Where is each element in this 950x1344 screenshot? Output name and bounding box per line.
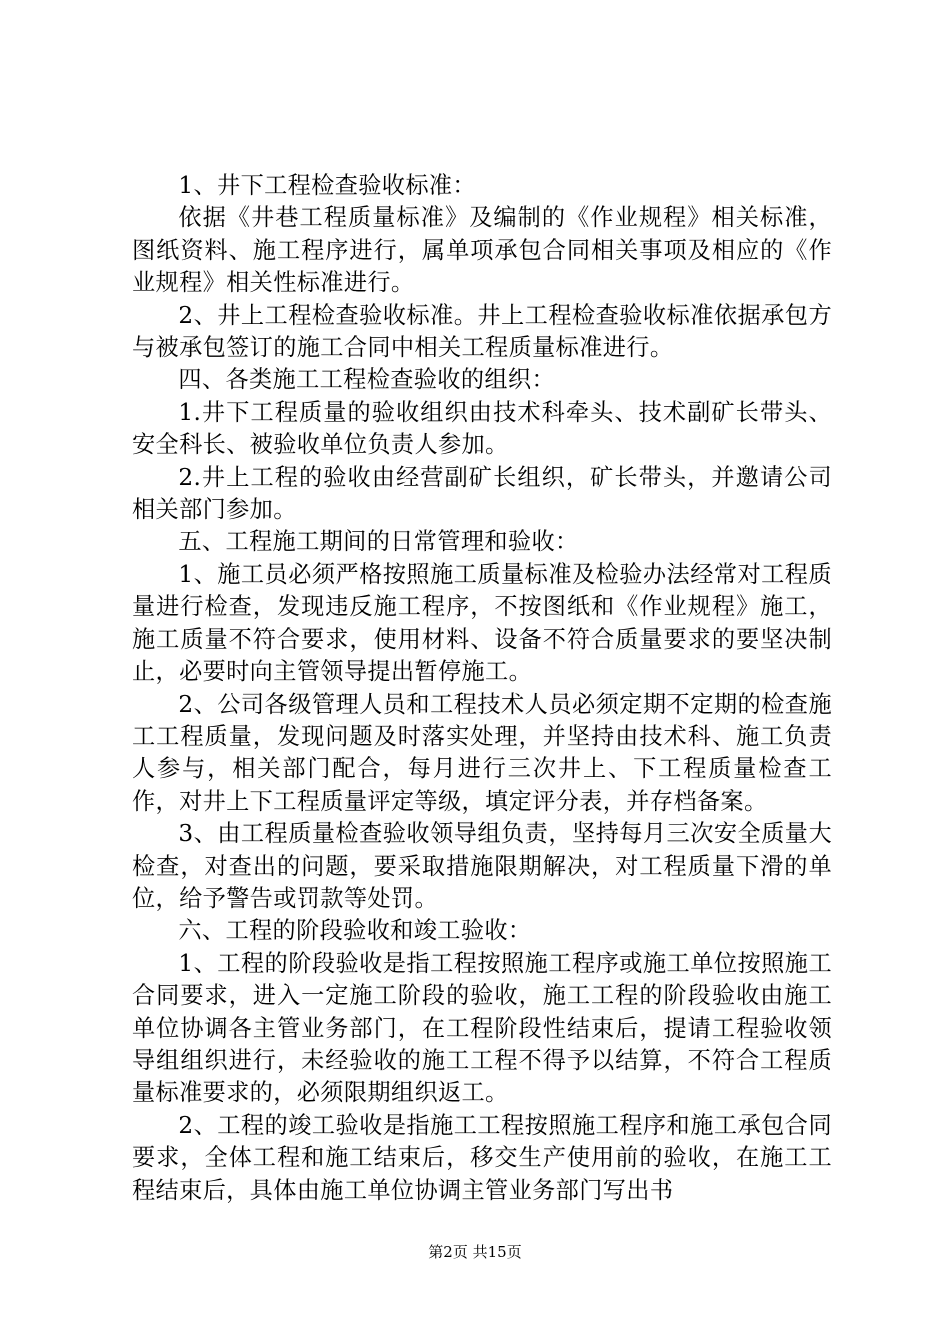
document-body [132, 170, 832, 1207]
paragraph: 2.井上工程的验收由经营副矿长组织，矿长带头，并邀请公司相关部门参加。 [132, 463, 832, 524]
section-heading: 五、工程施工期间的日常管理和验收： [178, 528, 579, 556]
paragraph: 2、工程的竣工验收是指施工工程按照施工程序和施工承包合同要求，全体工程和施工结束后，移交生产使用前的验收，在施工工程结束后，具体由施工单位协调主管业务部门写出书 [132, 1111, 832, 1204]
paragraph: 1、井下工程检查验收标准： [178, 172, 476, 199]
section-heading: 四、各类施工工程检查验收的组织： [178, 366, 555, 394]
section-heading: 六、工程的阶段验收和竣工验收： [178, 917, 532, 945]
paragraph: 依据《井巷工程质量标准》及编制的《作业规程》相关标准，图纸资料、施工程序进行，属单项承包合同相关事项及相应的《作业规程》相关性标准进行。 [132, 204, 832, 297]
paragraph: 2、井上工程检查验收标准。井上工程检查验收标准依据承包方与被承包签订的施工合同中相关工程质量标准进行。 [132, 301, 832, 362]
page-number: 第2页 共15页 [428, 1243, 522, 1261]
paragraph: 1.井下工程质量的验收组织由技术科牵头、技术副矿长带头、安全科长、被验收单位负责人参加。 [132, 398, 832, 459]
paragraph: 2、公司各级管理人员和工程技术人员必须定期不定期的检查施工工程质量，发现问题及时落实处理，并坚持由技术科、施工负责人参与，相关部门配合，每月进行三次井上、下工程质量检查工作，对井上下工程质量评定等级，填定评分表，并存档备案。 [132, 690, 832, 815]
page-footer [0, 1242, 950, 1262]
paragraph: 1、施工员必须严格按照施工质量标准及检验办法经常对工程质量进行检查，发现违反施工程序，不按图纸和《作业规程》施工，施工质量不符合要求，使用材料、设备不符合质量要求的要坚决制止，必要时向主管领导提出暂停施工。 [132, 560, 832, 686]
paragraph: 3、由工程质量检查验收领导组负责，坚持每月三次安全质量大检查，对查出的问题，要采取措施限期解决，对工程质量下滑的单位，给予警告或罚款等处罚。 [132, 820, 832, 912]
paragraph: 1、工程的阶段验收是指工程按照施工程序或施工单位按照施工合同要求，进入一定施工阶段的验收，施工工程的阶段验收由施工单位协调各主管业务部门，在工程阶段性结束后，提请工程验收领导组组织进行，未经验收的施工工程不得予以结算，不符合工程质量标准要求的，必须限期组织返工。 [132, 949, 832, 1107]
